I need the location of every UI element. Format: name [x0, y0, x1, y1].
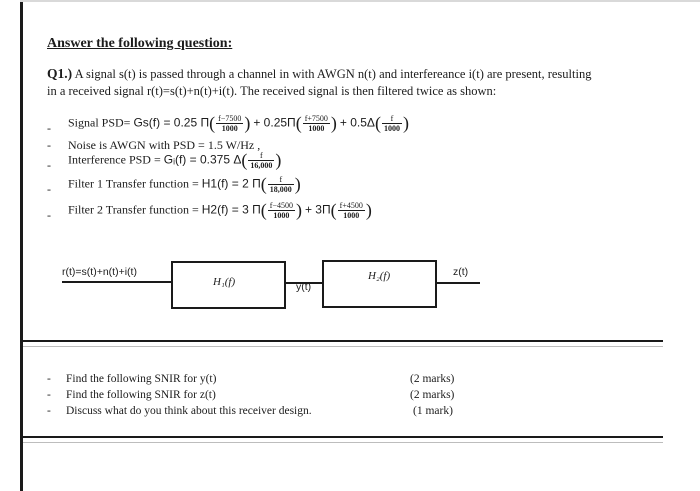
diagram-mid-label: y(t) — [296, 281, 312, 293]
filter1-block-label: H₁(f) — [213, 276, 236, 288]
filter2-mid: + 3Π — [304, 202, 331, 217]
diagram-input-line — [62, 281, 172, 283]
bullet-marker: - — [47, 121, 51, 135]
page-top-border — [20, 0, 700, 2]
signal-psd-lhs: Gs(f) = 0.25 Π — [133, 115, 210, 130]
diagram-output-line — [435, 282, 480, 284]
filter2-frac-2: $\frac{f+4500}{1000}$ — [339, 201, 363, 220]
diagram-output-label: z(t) — [453, 266, 469, 278]
task-item: Discuss what do you think about this receiver design. — [66, 405, 312, 417]
filter2-line: Filter 2 Transfer function = H2(f) = 3 Π( $\frac{f-4500}{1000}$ ) + 3Π( $\frac{f+4500}{1000}$ ) — [68, 200, 372, 220]
interference-line: Interference PSD = Gᵢ(f) = 0.375 Δ( $\frac{f}{16,000}$ ) — [68, 150, 282, 170]
task-marks: (1 mark) — [413, 405, 453, 417]
interference-frac: $\frac{f}{16,000}$ — [250, 151, 273, 170]
filter2-lhs: H2(f) = 3 Π — [201, 202, 261, 217]
question-text-1: A signal s(t) is passed through a channel in with AWGN n(t) and interfereance i(t) are present, resulting — [74, 67, 592, 81]
bullet-marker: - — [47, 373, 51, 385]
filter1-label: Filter 1 Transfer function = — [68, 176, 199, 191]
filter1-line: Filter 1 Transfer function = H1(f) = 2 Π( $\frac{f}{18,000}$ ) — [68, 174, 301, 194]
diagram-input-label: r(t)=s(t)+n(t)+i(t) — [62, 266, 137, 278]
page-heading: Answer the following question: — [47, 36, 233, 51]
bullet-marker: - — [47, 182, 51, 196]
filter1-frac: $\frac{f}{18,000}$ — [269, 175, 292, 194]
interference-lhs: Gᵢ(f) = 0.375 Δ — [163, 152, 242, 167]
bullet-marker: - — [47, 389, 51, 401]
filter2-block-label: H₂(f) — [368, 270, 391, 282]
bullet-marker: - — [47, 138, 51, 152]
task-item: Find the following SNIR for z(t) — [66, 389, 216, 401]
bullet-marker: - — [47, 405, 51, 417]
section-divider-top-shadow — [23, 346, 663, 347]
filter1-lhs: H1(f) = 2 Π — [201, 176, 261, 191]
signal-psd-frac-1: $\frac{f-7500}{1000}$ — [218, 114, 242, 133]
signal-psd-mid: + 0.25Π — [253, 115, 296, 130]
signal-psd-frac-2: $\frac{f+7500}{1000}$ — [304, 114, 328, 133]
interference-label: Interference PSD = — [68, 152, 161, 167]
noise-line: Noise is AWGN with PSD = 1.5 W/Hz , — [68, 138, 261, 152]
signal-psd-label: Signal PSD= — [68, 115, 131, 130]
section-divider-bottom — [23, 436, 663, 438]
signal-psd-tail: + 0.5Δ — [339, 115, 375, 130]
bullet-marker: - — [47, 208, 51, 222]
task-marks: (2 marks) — [410, 373, 455, 385]
signal-psd-line: Signal PSD= Gs(f) = 0.25 Π( $\frac{f-7500}{1000}$ ) + 0.25Π( $\frac{f+7500}{1000}$ ) + 0.5Δ( $\frac{f}{1000}$ ) — [68, 113, 409, 133]
question-number: Q1.) — [47, 66, 73, 81]
question-line-1 — [47, 66, 591, 82]
filter2-frac-1: $\frac{f-4500}{1000}$ — [269, 201, 293, 220]
filter2-block — [322, 260, 437, 308]
filter1-block — [171, 261, 286, 309]
section-divider-top — [23, 340, 663, 342]
task-marks: (2 marks) — [410, 389, 455, 401]
question-text-2: in a received signal r(t)=s(t)+n(t)+i(t). The received signal is then filtered twice as shown: — [47, 84, 497, 98]
page-left-border — [20, 0, 23, 491]
signal-psd-frac-3: $\frac{f}{1000}$ — [383, 114, 400, 133]
task-item: Find the following SNIR for y(t) — [66, 373, 217, 385]
section-divider-bottom-shadow — [23, 442, 663, 443]
bullet-marker: - — [47, 158, 51, 172]
filter2-label: Filter 2 Transfer function = — [68, 202, 199, 217]
